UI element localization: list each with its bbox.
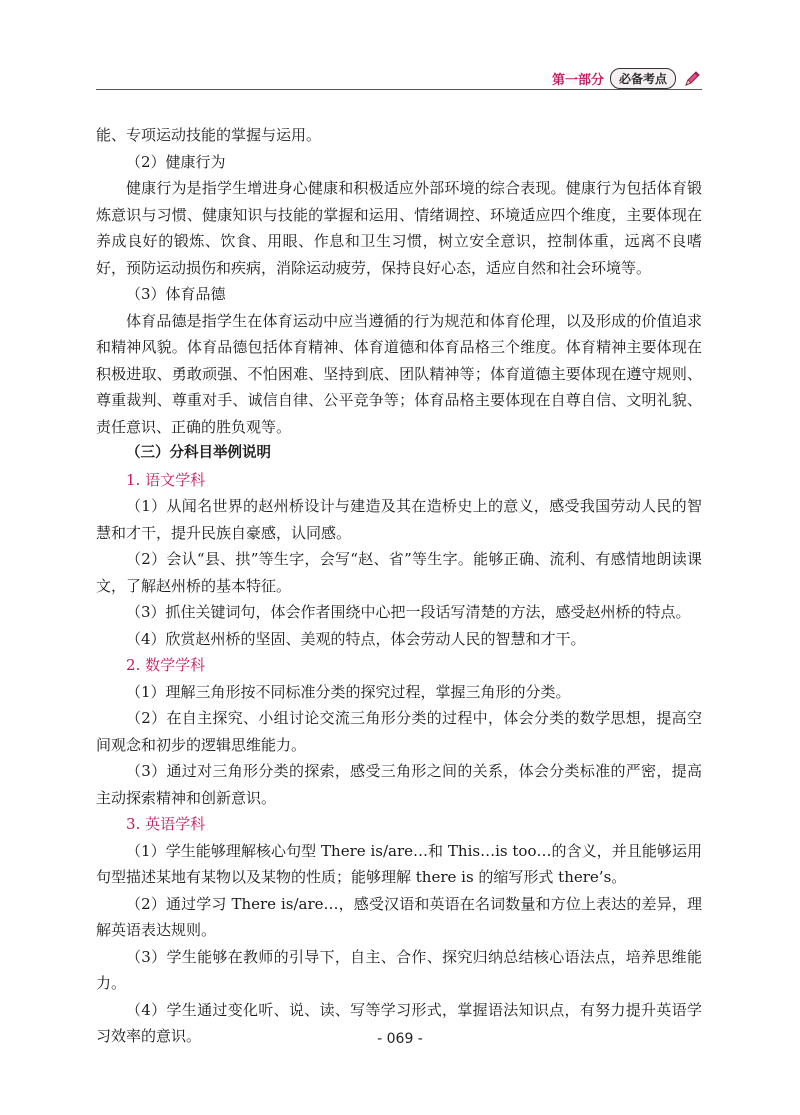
header-right [552, 68, 702, 89]
paragraph-sports-ethics: 体育品德是指学生在体育运动中应当遵循的行为规范和体育伦理，以及形成的价值追求和精神风貌。体育品德包括体育精神、体育道德和体育品格三个维度。体育精神主要体现在积极进取、勇敢顽强、不怕困难、坚持到底、团队精神等；体育道德主要体现在遵守规则、尊重裁判、尊重对手、诚信自律、公平竞争等；体育品格主要体现在自尊自信、文明礼貌、责任意识、正确的胜负观等。 [96, 311, 702, 436]
pencil-icon [682, 69, 702, 89]
list-item: （2）通过学习 There is/are…，感受汉语和英语在名词数量和方位上表达的差异，理解英语表达规则。 [96, 894, 702, 939]
list-item: （4）学生通过变化听、说、读、写等学习形式，掌握语法知识点，有努力提升英语学习效率的意识。 [96, 1000, 702, 1045]
section-heading: （三）分科目举例说明 [126, 445, 271, 461]
list-item: （1）学生能够理解核心句型 There is/are…和 This…is too…的含义，并且能够运用句型描述某地有某物以及某物的性质；能够理解 there is 的缩写形式 there’s。 [96, 841, 702, 886]
heading-health-behavior: （2）健康行为 [126, 152, 226, 171]
heading-sports-ethics: （3）体育品德 [126, 285, 226, 303]
list-item: （3）学生能够在教师的引导下，自主、合作、探究归纳总结核心语法点，培养思维能力。 [96, 947, 702, 992]
page-header [96, 58, 702, 90]
paragraph-continuation: 能、专项运动技能的掌握与运用。 [96, 126, 322, 144]
list-item: （2）在自主探究、小组讨论交流三角形分类的过程中，体会分类的数学思想，提高空间观念和初步的逻辑思维能力。 [96, 709, 702, 754]
header-rule [96, 89, 702, 90]
list-item: （2）会认“县、拱”等生字，会写“赵、省”等生字。能够正确、流利、有感情地朗读课文，了解赵州桥的基本特征。 [96, 550, 702, 595]
section-badge: 必备考点 [610, 68, 676, 89]
page-number: - 069 - [377, 1031, 423, 1047]
heading-math: 2. 数学学科 [126, 656, 206, 674]
list-item: （3）抓住关键词句，体会作者围绕中心把一段话写清楚的方法，感受赵州桥的特点。 [126, 603, 691, 621]
heading-chinese: 1. 语文学科 [126, 470, 206, 489]
paragraph-health-behavior: 健康行为是指学生增进身心健康和积极适应外部环境的综合表现。健康行为包括体育锻炼意识与习惯、健康知识与技能的掌握和运用、情绪调控、环境适应四个维度，主要体现在养成良好的锻炼、饮食、用眼、作息和卫生习惯，树立安全意识，控制体重，远离不良嗜好，预防运动损伤和疾病，消除运动疲劳，保持良好心态，适应自然和社会环境等。 [96, 179, 702, 277]
list-item: （3）通过对三角形分类的探索，感受三角形之间的关系，体会分类标准的严密，提高主动探索精神和创新意识。 [96, 762, 702, 807]
part-label: 第一部分 [551, 73, 604, 88]
list-item: （1）理解三角形按不同标准分类的探究过程，掌握三角形的分类。 [126, 682, 571, 701]
heading-english: 3. 英语学科 [126, 815, 206, 833]
page-body [96, 122, 702, 1050]
list-item: （1）从闻名世界的赵州桥设计与建造及其在造桥史上的意义，感受我国劳动人民的智慧和才干，提升民族自豪感，认同感。 [96, 497, 702, 542]
list-item: （4）欣赏赵州桥的坚固、美观的特点，体会劳动人民的智慧和才干。 [126, 629, 586, 648]
